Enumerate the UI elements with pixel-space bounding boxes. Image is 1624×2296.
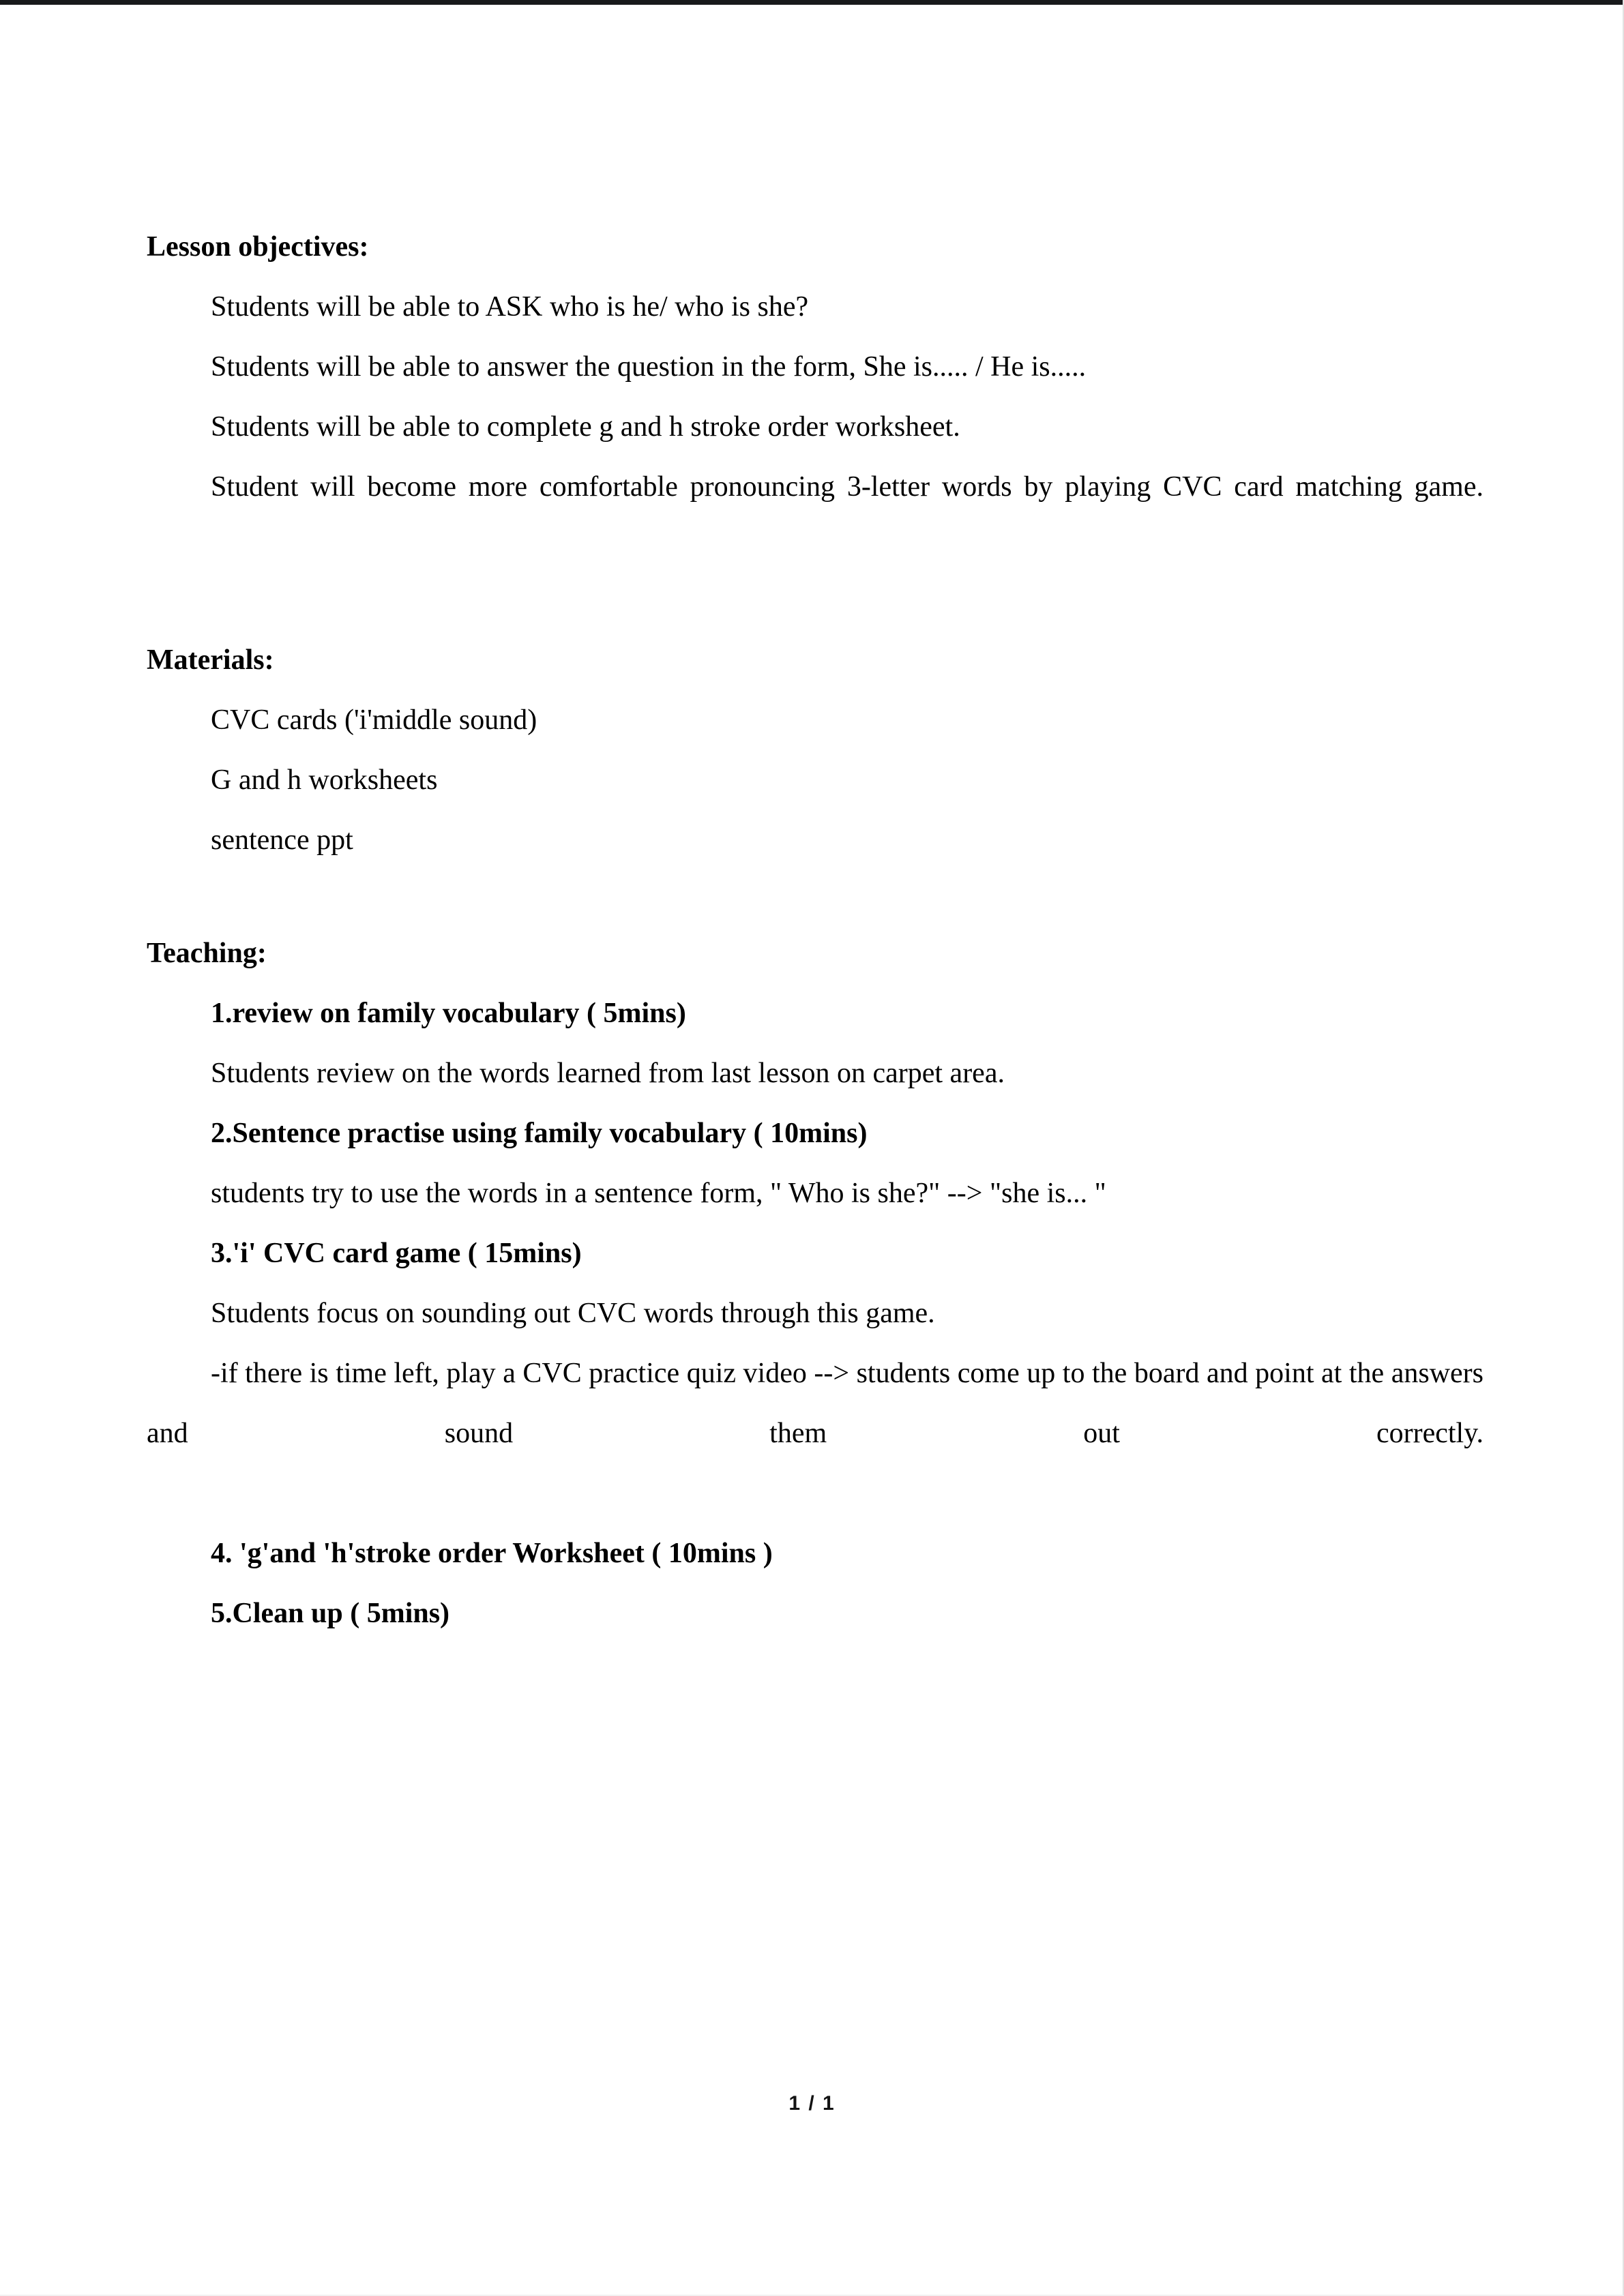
objective-line-3: Students will be able to complete g and h stroke order worksheet. [211,411,960,443]
teaching-step-1-title: 1.review on family vocabulary ( 5mins) [211,998,686,1029]
objective-line-2: Students will be able to answer the question in the form, She is..... / He is..... [211,351,1087,383]
materials-line-3: sentence ppt [211,824,353,856]
document-body [147,217,1483,1643]
page-number-footer: 1 / 1 [788,2092,836,2115]
teaching-step-5-title: 5.Clean up ( 5mins) [211,1598,450,1629]
section-heading-materials: Materials: [147,644,274,676]
section-heading-teaching: Teaching: [147,938,267,969]
page-top-bar [0,0,1624,5]
teaching-step-3-note: -if there is time left, play a CVC practice quiz video --> students come up to the board and point at the answers and sound them out correctly. [147,1358,1483,1449]
section-heading-lesson-objectives: Lesson objectives: [147,231,369,263]
teaching-step-2-title: 2.Sentence practise using family vocabulary ( 10mins) [211,1118,868,1149]
section-spacer [147,870,1483,923]
teaching-step-1-detail: Students review on the words learned from last lesson on carpet area. [211,1058,1005,1089]
objective-line-1: Students will be able to ASK who is he/ who is she? [211,291,809,323]
teaching-step-4-title: 4. 'g'and 'h'stroke order Worksheet ( 10mins ) [211,1538,773,1569]
materials-line-2: G and h worksheets [211,764,438,796]
objective-line-4: Student will become more comfortable pronouncing 3-letter words by playing CVC card matching game. [211,471,1483,503]
section-spacer [147,577,1483,630]
teaching-step-3-detail: Students focus on sounding out CVC words through this game. [211,1298,935,1329]
materials-line-1: CVC cards ('i'middle sound) [211,704,537,736]
teaching-step-3-title: 3.'i' CVC card game ( 15mins) [211,1238,582,1269]
teaching-step-2-detail: students try to use the words in a sentence form, " Who is she?" --> "she is... " [211,1178,1106,1209]
